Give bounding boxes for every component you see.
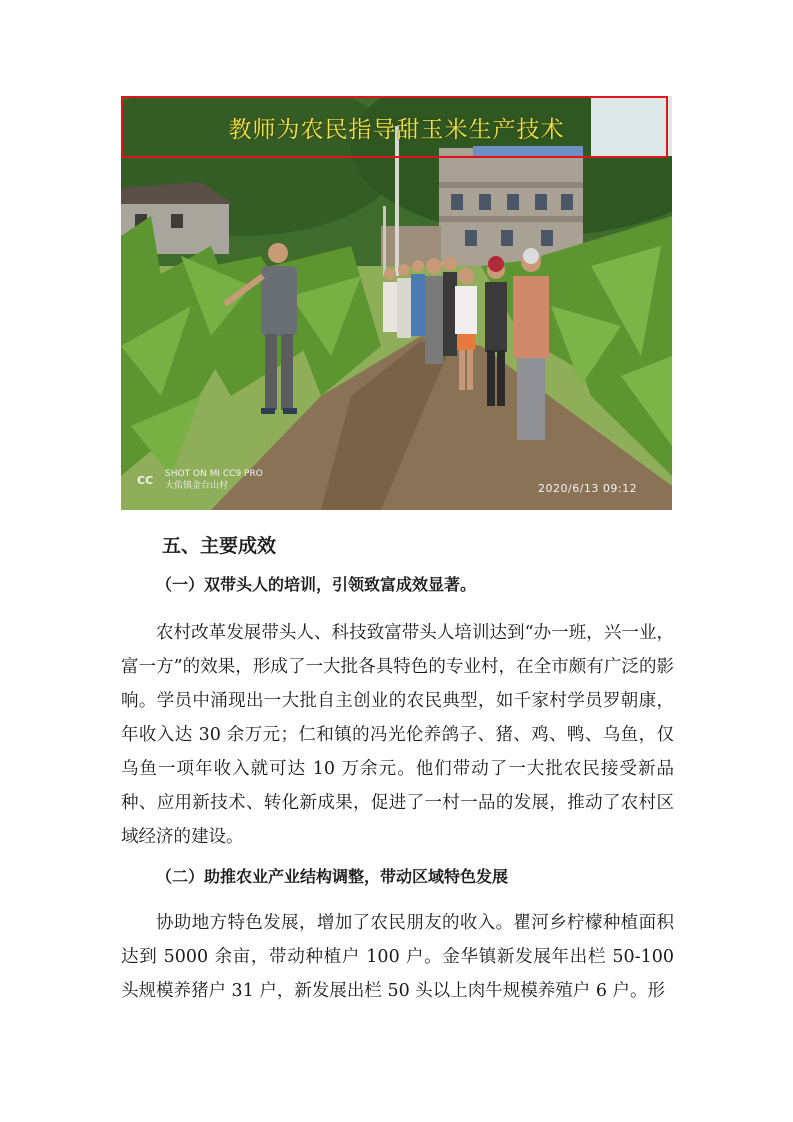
photo-timestamp: 2020/6/13 09:12 (538, 482, 638, 495)
watermark-location-text: 大佑镇金台山村 (165, 481, 229, 491)
watermark-shot-text: SHOT ON MI CC9 PRO (165, 469, 263, 479)
field-scene-illustration (121, 96, 672, 510)
photo-caption: 教师为农民指导甜玉米生产技术 (228, 117, 565, 143)
camera-watermark (165, 468, 263, 492)
section-heading: 五、主要成效 (162, 535, 277, 557)
subsection-paragraph-2: 协助地方特色发展，增加了农民朋友的收入。瞿河乡柠檬种植面积达到 5000 余亩，带动种植户 100 户。金华镇新发展年出栏 50-100 头规模养猪户 31 户，新发展出栏 50 头以上肉牛规模养殖户 6 户。形 (121, 913, 674, 1001)
subsection-heading-1: （一）双带头人的培训，引领致富成效显著。 (156, 575, 477, 594)
field-photo (121, 96, 672, 510)
subsection-paragraph-1: 农村改革发展带头人、科技致富带头人培训达到“办一班，兴一业，富一方”的效果，形成了一大批各具特色的专业村，在全市颇有广泛的影响。学员中涌现出一大批自主创业的农民典型，如千家村学员罗朝康，年收入达 30 余万元；仁和镇的冯光伦养鸽子、猪、鸡、鸭、乌鱼，仅乌鱼一项年收入就可达 10 万余元。他们带动了一大批农民接受新品种、应用新技术、转化新成果，促进了一村一品的发展，推动了农村区域经济的建设。 (121, 623, 674, 847)
camera-watermark-logo: CC (137, 474, 154, 487)
subsection-heading-2: （二）助推农业产业结构调整，带动区域特色发展 (156, 867, 509, 886)
